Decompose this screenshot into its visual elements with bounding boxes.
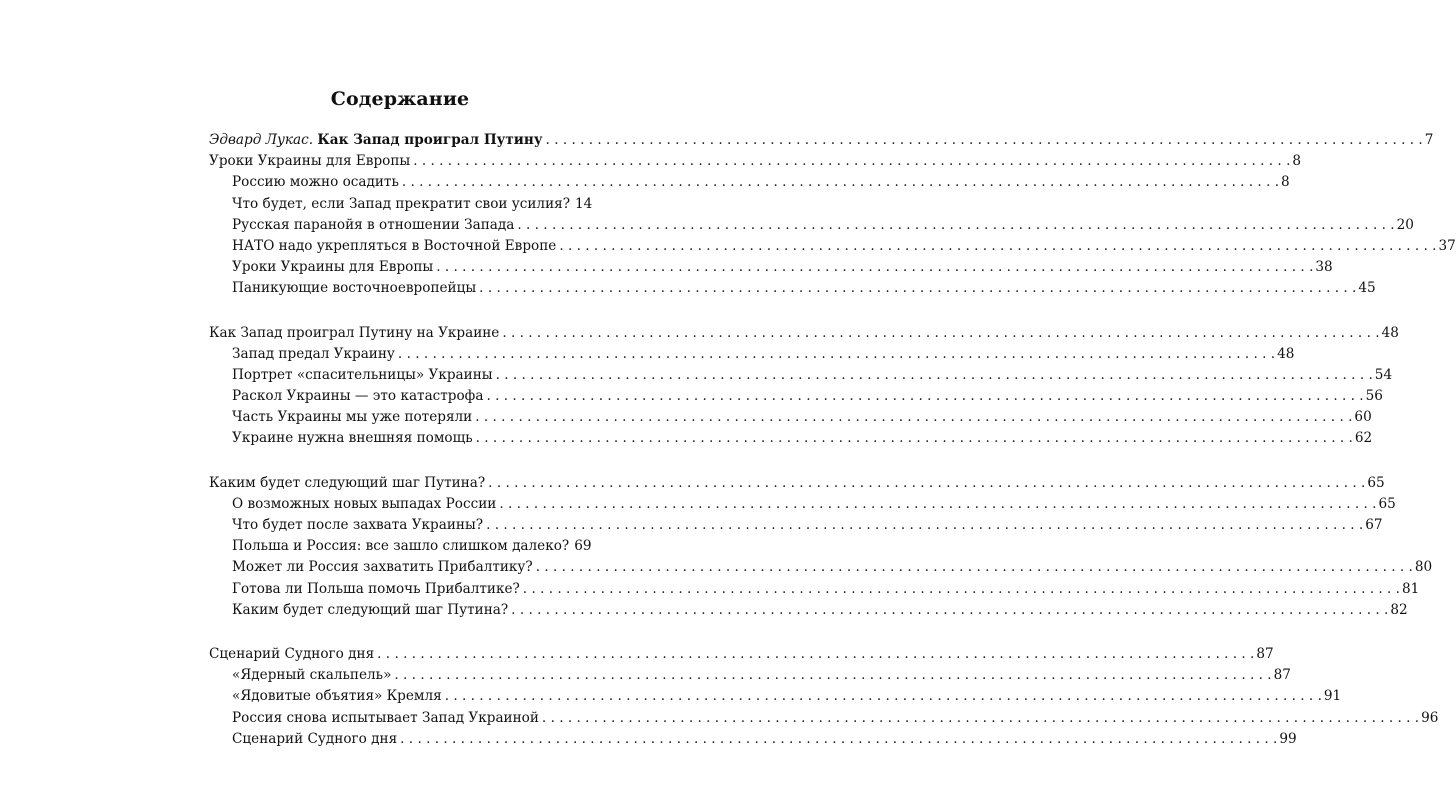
toc-entry-label: Что будет, если Запад прекратит свои усилия? <box>232 195 570 212</box>
dot-leader <box>496 365 1373 386</box>
toc-page-number: 8 <box>1281 174 1290 191</box>
toc-entry-label: Как Запад проиграл Путину на Украине <box>209 324 500 341</box>
toc-page-number: 37 <box>1438 237 1456 254</box>
toc-entry-label: Украине нужна внешняя помощь <box>232 430 473 447</box>
dot-leader <box>436 257 1313 278</box>
toc-subsection-entry[interactable] <box>209 708 1439 729</box>
page-title: Содержание <box>330 88 470 110</box>
toc-entry-label: Польша и Россия: все зашло слишком далеко? <box>232 538 570 555</box>
toc-subsection-entry[interactable] <box>209 686 1342 707</box>
dot-leader <box>400 729 1277 750</box>
author-name: Эдвард Лукас. <box>209 132 314 148</box>
toc-page-number: 7 <box>1424 132 1434 148</box>
toc-subsection-entry[interactable] <box>209 236 1456 257</box>
toc-entry-label: Часть Украины мы уже потеряли <box>232 409 473 426</box>
toc-entry-label: НАТО надо укрепляться в Восточной Европе <box>232 237 557 254</box>
dot-leader <box>536 557 1413 578</box>
toc-page-number: 48 <box>1381 324 1399 341</box>
toc-subsection-entry[interactable] <box>209 278 1376 299</box>
dot-leader <box>486 386 1363 407</box>
toc-page-number: 99 <box>1279 730 1297 747</box>
toc-entry-label: Готова ли Польша помочь Прибалтике? <box>232 580 520 597</box>
toc-chapter-entry[interactable] <box>209 473 1385 494</box>
toc-subsection-entry[interactable] <box>209 579 1420 600</box>
toc-page-number: 48 <box>1277 345 1295 362</box>
toc-subsection-entry[interactable] <box>209 365 1393 386</box>
toc-page-number: 20 <box>1396 216 1414 233</box>
toc-entry-label: Раскол Украины — это катастрофа <box>232 388 484 405</box>
toc-subsection-entry[interactable] <box>209 257 1333 278</box>
toc-page-number: 82 <box>1390 601 1408 618</box>
toc-chapter-entry[interactable] <box>209 151 1302 172</box>
dot-leader <box>475 407 1352 428</box>
toc-subsection-entry[interactable] <box>209 665 1291 686</box>
toc-page-number: 38 <box>1315 259 1333 276</box>
toc-entry-label: «Ядовитые объятия» Кремля <box>232 688 442 705</box>
dot-leader <box>476 428 1353 449</box>
toc-subsection-entry[interactable] <box>209 215 1414 236</box>
dot-leader <box>445 686 1322 707</box>
toc-subsection-entry[interactable] <box>209 494 1396 515</box>
toc-entry-label: «Ядерный скальпель» <box>232 667 392 684</box>
toc-chapter-entry[interactable] <box>209 323 1399 344</box>
dot-leader <box>517 215 1394 236</box>
toc-page-number: 87 <box>1256 645 1274 662</box>
toc-page-number: 81 <box>1401 580 1420 597</box>
toc-page-number: 96 <box>1421 709 1439 726</box>
toc-entry-label: Сценарий Судного дня <box>209 645 375 662</box>
toc-entry-label: Запад предал Украину <box>232 345 395 362</box>
dot-leader <box>511 600 1388 621</box>
toc-entry-label: Может ли Россия захватить Прибалтику? <box>232 559 533 576</box>
dot-leader <box>413 151 1290 172</box>
toc-subsection-entry[interactable] <box>209 515 1383 536</box>
dot-leader <box>479 278 1356 299</box>
toc-entry-label: Уроки Украины для Европы <box>232 259 434 276</box>
toc-subsection-entry[interactable] <box>209 386 1383 407</box>
toc-entry-label: Уроки Украины для Европы <box>209 153 411 170</box>
dot-leader <box>377 644 1254 665</box>
toc-entry-label: Портрет «спасительницы» Украины <box>232 366 493 383</box>
toc-entry-label <box>209 130 543 151</box>
toc-chapter-entry[interactable] <box>209 644 1274 665</box>
dot-leader <box>394 665 1271 686</box>
toc-entry-label: О возможных новых выпадах России <box>232 495 497 512</box>
table-of-contents <box>209 130 1456 750</box>
toc-page-number: 62 <box>1354 430 1373 447</box>
section-spacer <box>209 450 589 473</box>
toc-page-number: 67 <box>1365 517 1383 533</box>
toc-page-number: 14 <box>575 195 593 212</box>
dot-leader <box>486 515 1363 536</box>
toc-page-number: 91 <box>1323 688 1342 705</box>
toc-page-number: 80 <box>1414 559 1433 576</box>
toc-entry-label: Россию можно осадить <box>232 174 399 191</box>
toc-entry-label: Каким будет следующий шаг Путина? <box>209 474 486 491</box>
toc-subsection-entry[interactable] <box>209 407 1372 428</box>
toc-subsection-entry[interactable] <box>209 344 1295 365</box>
section-spacer <box>209 300 589 323</box>
dot-leader <box>559 236 1436 257</box>
dot-leader <box>402 172 1279 193</box>
toc-subsection-entry[interactable] <box>209 172 1290 193</box>
toc-subsection-entry[interactable] <box>209 536 592 557</box>
dot-leader <box>542 708 1419 729</box>
toc-page-number: 65 <box>1378 495 1396 512</box>
dot-leader <box>499 494 1376 515</box>
toc-page-number: 69 <box>574 538 592 555</box>
toc-subsection-entry[interactable] <box>209 557 1433 578</box>
dot-leader <box>523 579 1400 600</box>
toc-entry-label: Русская паранойя в отношении Запада <box>232 216 515 233</box>
toc-page-number: 45 <box>1358 280 1376 297</box>
toc-subsection-entry[interactable] <box>209 729 1297 750</box>
toc-page-number: 65 <box>1367 474 1385 491</box>
toc-entry-label: Сценарий Судного дня <box>232 730 398 747</box>
toc-page-number: 54 <box>1374 366 1393 383</box>
dot-leader <box>488 473 1365 494</box>
toc-intro-entry[interactable] <box>209 130 1434 151</box>
toc-page-number: 60 <box>1354 409 1372 426</box>
toc-entry-label: Паникующие восточноевропейцы <box>232 280 477 297</box>
toc-page-number: 8 <box>1292 153 1302 170</box>
toc-subsection-entry[interactable] <box>209 600 1408 621</box>
toc-entry-label: Россия снова испытывает Запад Украиной <box>232 709 539 726</box>
dot-leader <box>546 130 1423 151</box>
toc-entry-label: Каким будет следующий шаг Путина? <box>232 601 509 618</box>
toc-subsection-entry[interactable] <box>209 428 1373 449</box>
toc-page-number: 56 <box>1365 388 1383 405</box>
intro-title: Как Запад проиграл Путину <box>317 132 543 148</box>
toc-entry-label: Что будет после захвата Украины? <box>232 517 484 533</box>
toc-subsection-entry[interactable] <box>209 194 593 215</box>
section-spacer <box>209 621 589 644</box>
dot-leader <box>502 323 1379 344</box>
dot-leader <box>398 344 1275 365</box>
toc-page-number: 87 <box>1273 667 1291 684</box>
